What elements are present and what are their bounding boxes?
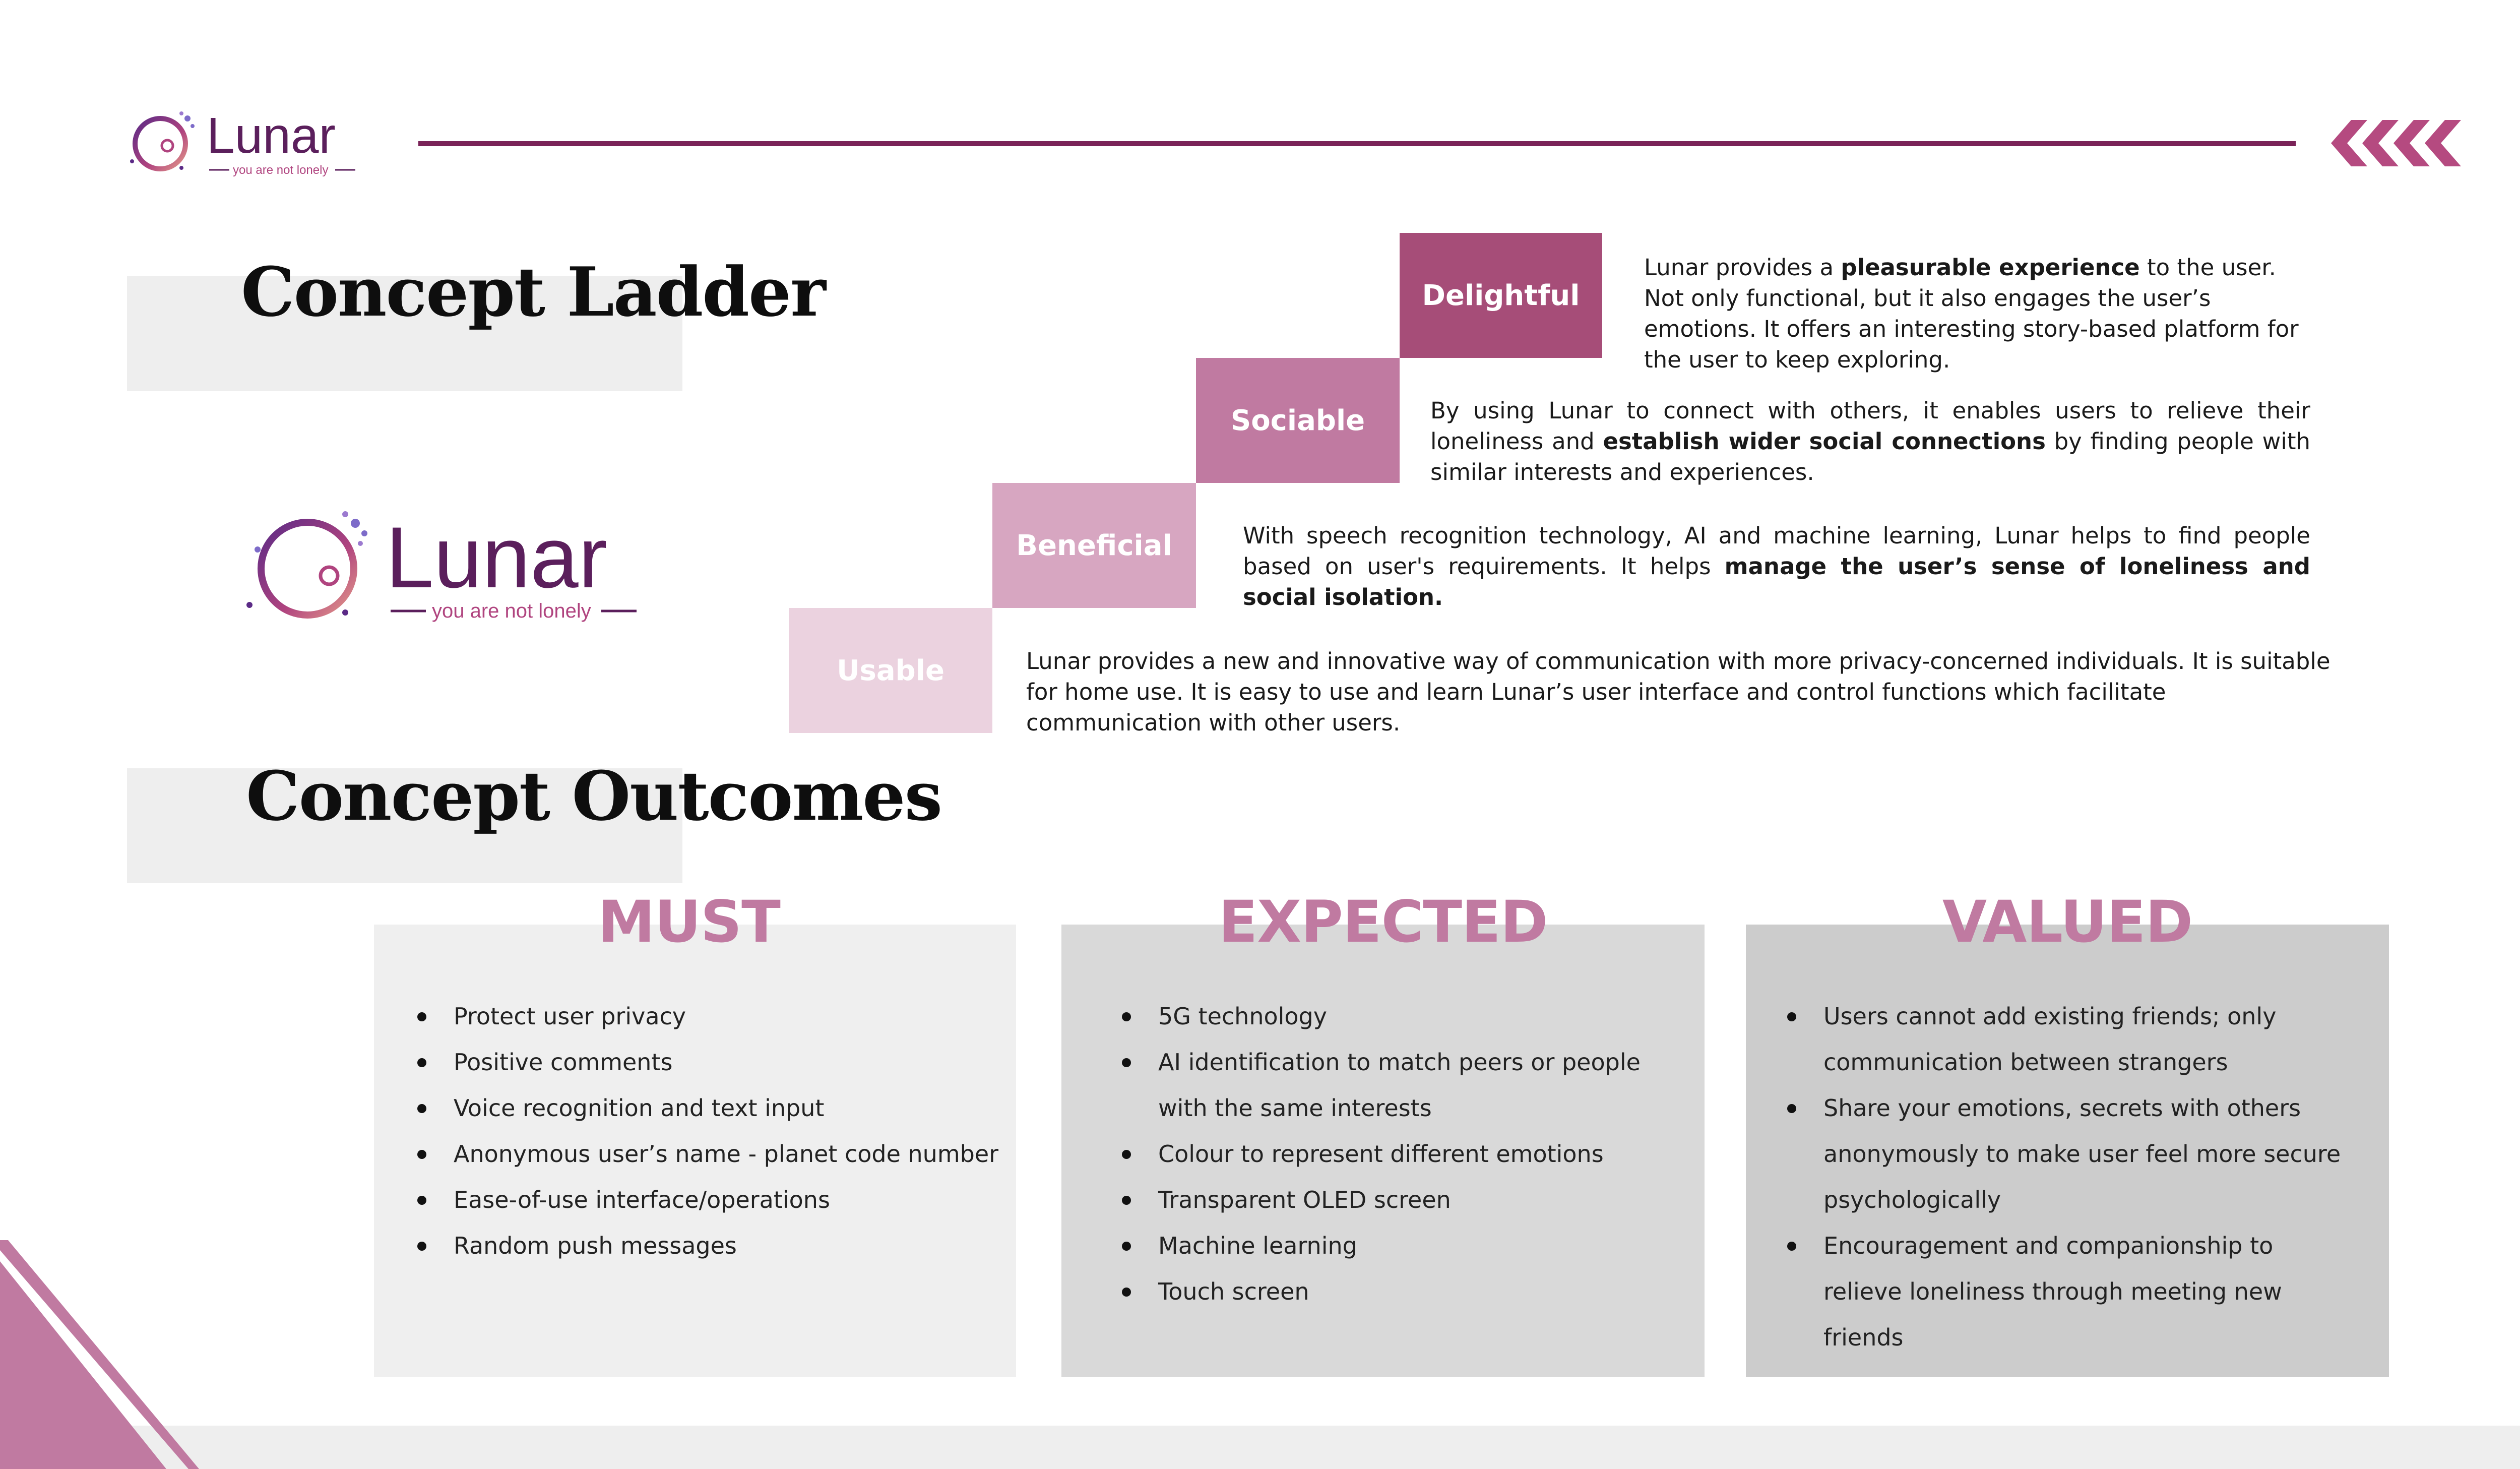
ladder-description-beneficial: With speech recognition technology, AI and machine learning, Lunar helps to find people based on user's requirements. It helps manage the user’s sense of loneliness and social isolation. [1243,522,2310,610]
ladder-step-label: Delightful [1422,279,1580,312]
outcome-list-item: Transparent OLED screen [1093,1177,1677,1223]
outcome-list-item: Random push messages [388,1223,1003,1269]
ladder-description-sociable: By using Lunar to connect with others, it enables users to relieve their loneliness and establish wider social connections by finding people with similar interests and experiences. [1430,397,2310,485]
outcome-list-item: Protect user privacy [388,994,1003,1039]
outcome-list-item: Anonymous user’s name - planet code number [388,1131,1003,1177]
outcome-heading-must: MUST [598,888,780,955]
outcome-list-item: 5G technology [1093,994,1677,1039]
ladder-step-beneficial [992,483,1196,608]
outcome-list-valued [1758,994,2343,1361]
header-divider-line [418,141,2296,146]
outcome-list-item: Positive comments [388,1039,1003,1085]
lunar-logo-small [121,108,368,179]
outcome-list-item: Ease-of-use interface/operations [388,1177,1003,1223]
lunar-logo-small-wordmark: Lunar [207,108,336,164]
concept-ladder-title: Concept Ladder [241,252,825,332]
ladder-description-delightful: Lunar provides a pleasurable experience to the user. Not only functional, but it also engages the user’s emotions. It offers an interesting story-based platform for the user to keep exploring. [1644,254,2299,373]
lunar-logo-small-tagline: you are not lonely [233,163,329,177]
outcome-list-item: Voice recognition and text input [388,1085,1003,1131]
outcome-heading-expected: EXPECTED [1218,888,1548,955]
outcome-list-item: AI identification to match peers or people with the same interests [1093,1039,1677,1131]
outcome-list-must [388,994,1003,1269]
outcome-list-item: Users cannot add existing friends; only communication between strangers [1758,994,2343,1085]
corner-stripe-decoration [0,1240,212,1469]
ladder-step-sociable [1196,358,1400,483]
outcome-list-item: Share your emotions, secrets with others anonymously to make user feel more secure psychologically [1758,1085,2343,1223]
outcome-heading-valued: VALUED [1942,888,2193,955]
concept-outcomes-title: Concept Outcomes [246,756,942,836]
outcome-list-item: Colour to represent different emotions [1093,1131,1677,1177]
lunar-logo-large-tagline: you are not lonely [432,600,591,622]
outcome-list-item: Encouragement and companionship to relieve loneliness through meeting new friends [1758,1223,2343,1361]
outcome-list-item: Machine learning [1093,1223,1677,1269]
footer-band [0,1426,2520,1469]
ladder-step-label: Beneficial [1016,529,1172,562]
chevrons-left-icon [2331,120,2462,166]
lunar-logo-large [239,504,643,625]
ladder-description-usable: Lunar provides a new and innovative way of communication with more privacy-concerned individuals. It is suitable for home use. It is easy to use and learn Lunar’s user interface and control functions which facilitate communication with other users. [1026,648,2330,736]
ladder-step-label: Usable [837,654,944,687]
lunar-logo-large-wordmark: Lunar [386,509,607,606]
ladder-step-delightful [1400,233,1602,358]
ladder-step-usable [789,608,992,733]
ladder-step-label: Sociable [1230,404,1365,437]
outcome-list-expected [1093,994,1677,1315]
outcome-list-item: Touch screen [1093,1269,1677,1315]
